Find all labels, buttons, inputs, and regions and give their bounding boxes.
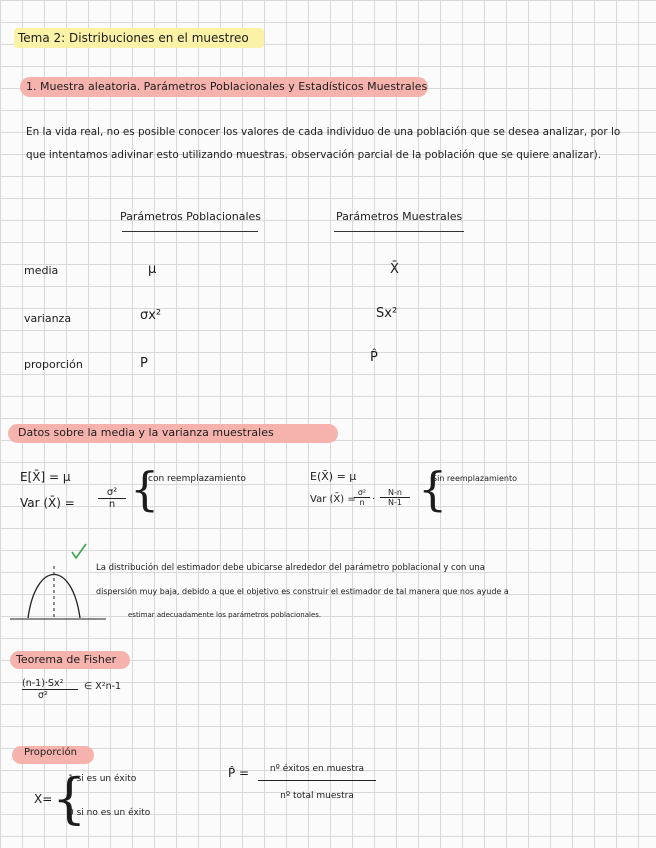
row-sample-proporcion: P̂ bbox=[370, 350, 378, 365]
left-var-label: Var (X̄) = bbox=[20, 496, 75, 510]
row-label-proporcion: proporción bbox=[24, 358, 83, 371]
dist-note-line1: La distribución del estimador debe ubicarse alrededor del parámetro poblacional y con una bbox=[96, 563, 485, 573]
section-heading-datos: Datos sobre la media y la varianza muestrales bbox=[18, 426, 274, 439]
col-header-muestrales: Parámetros Muestrales bbox=[336, 210, 463, 223]
x-case-0: 0 si no es un éxito bbox=[68, 808, 151, 818]
left-note: con reemplazamiento bbox=[148, 474, 246, 484]
left-mean-formula: E[X̄] = μ bbox=[20, 470, 71, 484]
left-var-num: σ² bbox=[98, 487, 126, 499]
row-pop-varianza: σx² bbox=[140, 308, 162, 323]
proporcion-heading: Proporción bbox=[24, 747, 77, 758]
row-sample-media: X̄ bbox=[390, 262, 399, 277]
fisher-num: (n-1)·Sx² bbox=[22, 678, 78, 690]
fisher-heading: Teorema de Fisher bbox=[16, 653, 117, 666]
dist-note-line3: estimar adecuadamente los parámetros poblacionales. bbox=[128, 611, 322, 619]
right-var-fraction2 bbox=[380, 488, 410, 507]
right-var-num2: N-n bbox=[380, 488, 410, 498]
fisher-fraction bbox=[22, 678, 78, 701]
row-sample-varianza: Sx² bbox=[376, 306, 398, 321]
phat-label: P̂ = bbox=[228, 766, 250, 780]
row-pop-media: μ bbox=[148, 262, 157, 277]
right-brace: { bbox=[418, 462, 448, 516]
right-var-den2: N-1 bbox=[388, 498, 402, 507]
left-brace: { bbox=[130, 462, 160, 516]
phat-fraction bbox=[258, 764, 376, 801]
right-var-den: n bbox=[359, 498, 365, 507]
x-definition-brace: { bbox=[52, 767, 87, 830]
right-var-fraction1 bbox=[354, 488, 370, 507]
row-pop-proporcion: P bbox=[140, 356, 148, 371]
fisher-den: σ² bbox=[38, 690, 48, 701]
x-definition-label: X= bbox=[34, 792, 53, 806]
section-heading-muestra: 1. Muestra aleatoria. Parámetros Poblacionales y Estadísticos Muestrales bbox=[26, 80, 428, 93]
phat-num: nº éxitos en muestra bbox=[258, 764, 376, 781]
dist-note-line2: dispersión muy baja, debido a que el objetivo es construir el estimador de tal manera que nos ayude a bbox=[96, 587, 509, 596]
right-var-label: Var (X̄) = bbox=[310, 494, 356, 505]
row-label-media: media bbox=[24, 264, 59, 277]
distribution-curve-icon bbox=[10, 540, 106, 624]
left-var-fraction bbox=[98, 487, 126, 510]
page-title: Tema 2: Distribuciones en el muestreo bbox=[18, 31, 249, 45]
intro-paragraph: En la vida real, no es posible conocer los valores de cada individuo de una población que se desea analizar, por lo que intentamos adivinar esto utilizando muestras. observación parcial de la población que se quiere analizar). bbox=[26, 126, 621, 161]
x-case-1: 1 si es un éxito bbox=[68, 774, 137, 784]
right-mean-formula: E(X̄) = μ bbox=[310, 470, 357, 483]
right-var-num: σ² bbox=[354, 488, 370, 498]
row-label-varianza: varianza bbox=[24, 312, 72, 325]
right-note: Sin reemplazamiento bbox=[432, 474, 518, 483]
fisher-relation: ∈ X²n-1 bbox=[84, 681, 122, 692]
phat-den: nº total muestra bbox=[280, 791, 354, 801]
col-header-poblacionales: Parámetros Poblacionales bbox=[120, 210, 262, 223]
left-var-den: n bbox=[108, 499, 116, 510]
